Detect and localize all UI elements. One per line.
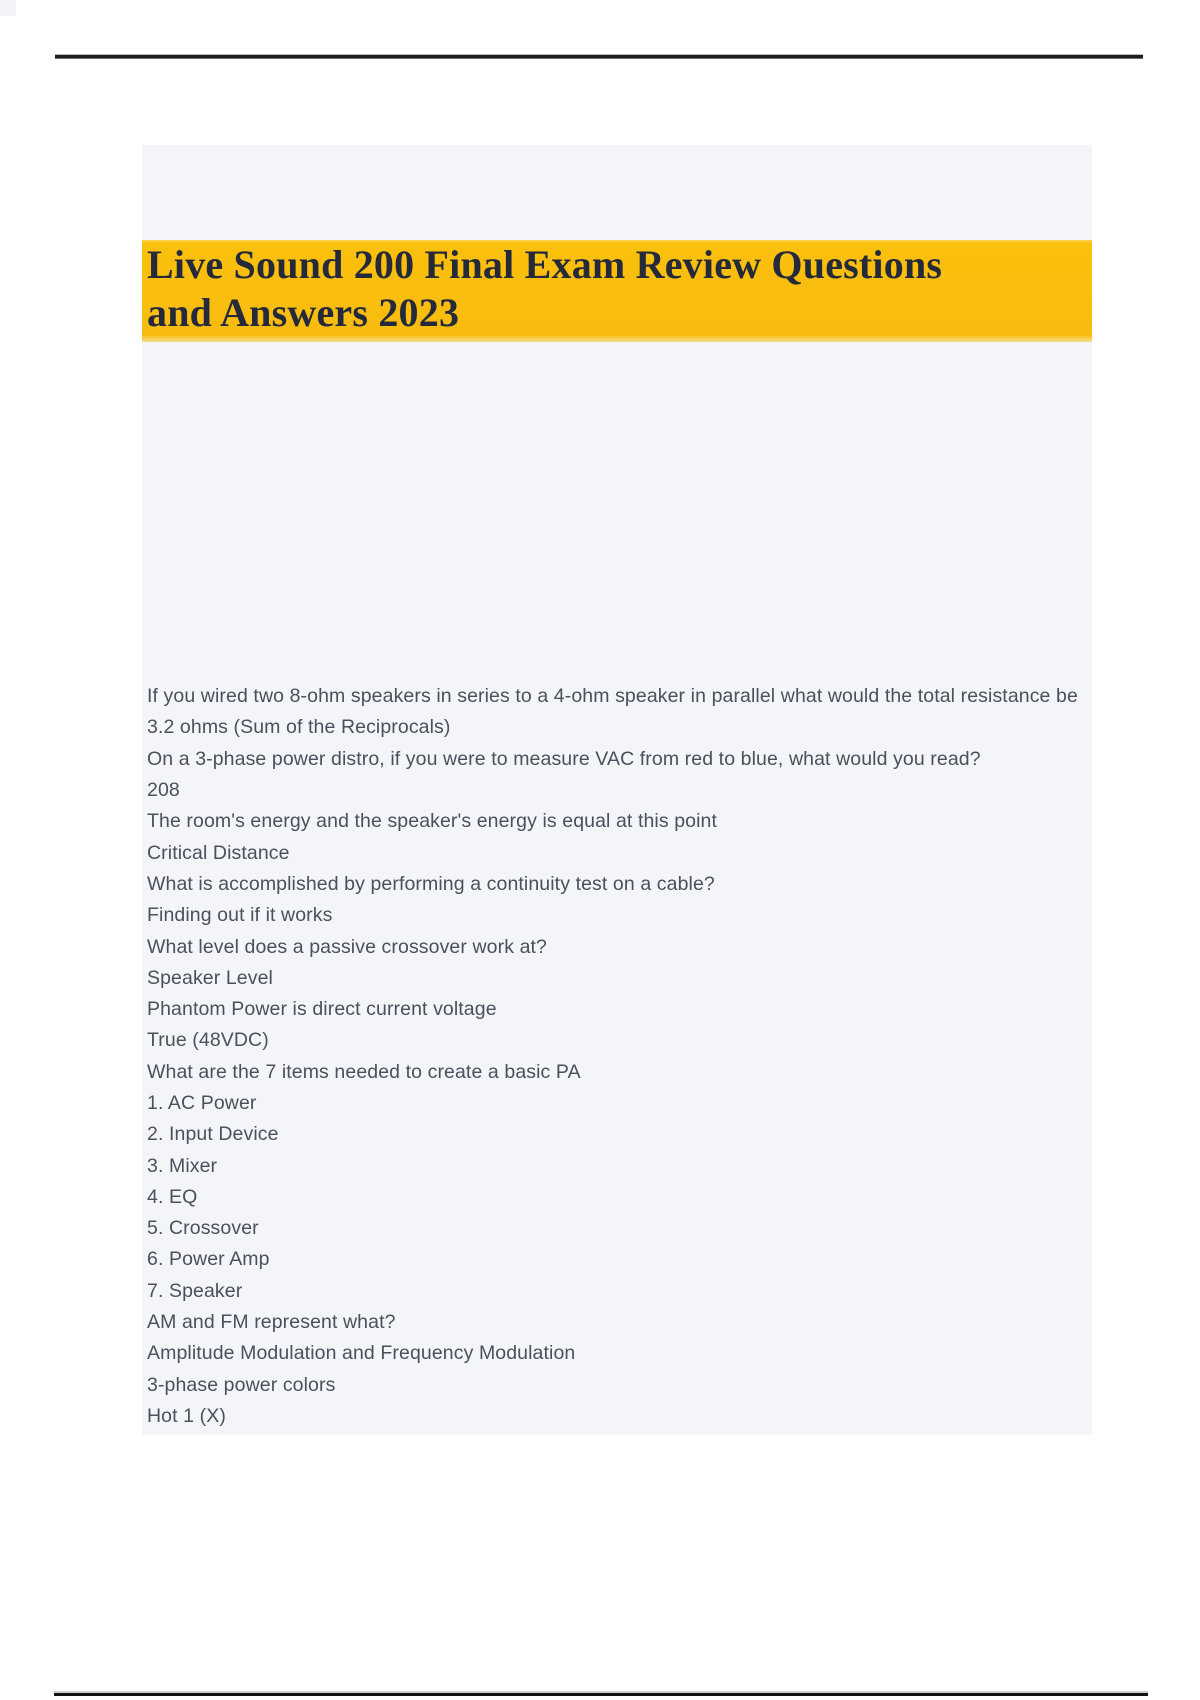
qa-line: 4. EQ	[147, 1185, 198, 1208]
qa-line: AM and FM represent what?	[147, 1311, 396, 1334]
qa-line: Finding out if it works	[147, 904, 333, 927]
document-title-line-1: Live Sound 200 Final Exam Review Questions	[147, 242, 943, 287]
qa-line: 3. Mixer	[147, 1154, 218, 1177]
qa-line: 208	[147, 779, 180, 802]
qa-line: Phantom Power is direct current voltage	[147, 998, 497, 1021]
top-divider-rule	[55, 55, 1143, 58]
qa-line: If you wired two 8-ohm speakers in series to a 4-ohm speaker in parallel what would the total resistance be	[147, 685, 1078, 708]
qa-line: 5. Crossover	[147, 1217, 259, 1240]
scan-corner-artifact	[0, 0, 16, 16]
document-content-panel	[142, 145, 1092, 1435]
qa-line: 3.2 ohms (Sum of the Reciprocals)	[147, 716, 451, 739]
qa-line: Speaker Level	[147, 966, 273, 989]
qa-line: Critical Distance	[147, 841, 290, 864]
qa-line: 3-phase power colors	[147, 1373, 336, 1396]
qa-line: What are the 7 items needed to create a basic PA	[147, 1060, 581, 1083]
qa-line: What is accomplished by performing a continuity test on a cable?	[147, 872, 715, 895]
qa-line: 1. AC Power	[147, 1092, 257, 1114]
document-title-line-2: and Answers 2023	[147, 290, 460, 335]
title-banner	[142, 240, 1092, 342]
bottom-divider-rule	[54, 1693, 1148, 1696]
qa-line: What level does a passive crossover work at?	[147, 935, 547, 958]
qa-line: On a 3-phase power distro, if you were to measure VAC from red to blue, what would you read?	[147, 747, 981, 770]
qa-line: Amplitude Modulation and Frequency Modulation	[147, 1342, 576, 1365]
question-answer-list	[147, 681, 1080, 1432]
qa-line: 7. Speaker	[147, 1279, 243, 1302]
qa-line: 6. Power Amp	[147, 1248, 270, 1271]
qa-line: The room's energy and the speaker's energy is equal at this point	[147, 810, 718, 833]
qa-line: Hot 1 (X)	[147, 1404, 226, 1427]
qa-line: 2. Input Device	[147, 1123, 279, 1146]
qa-line: True (48VDC)	[147, 1029, 269, 1052]
